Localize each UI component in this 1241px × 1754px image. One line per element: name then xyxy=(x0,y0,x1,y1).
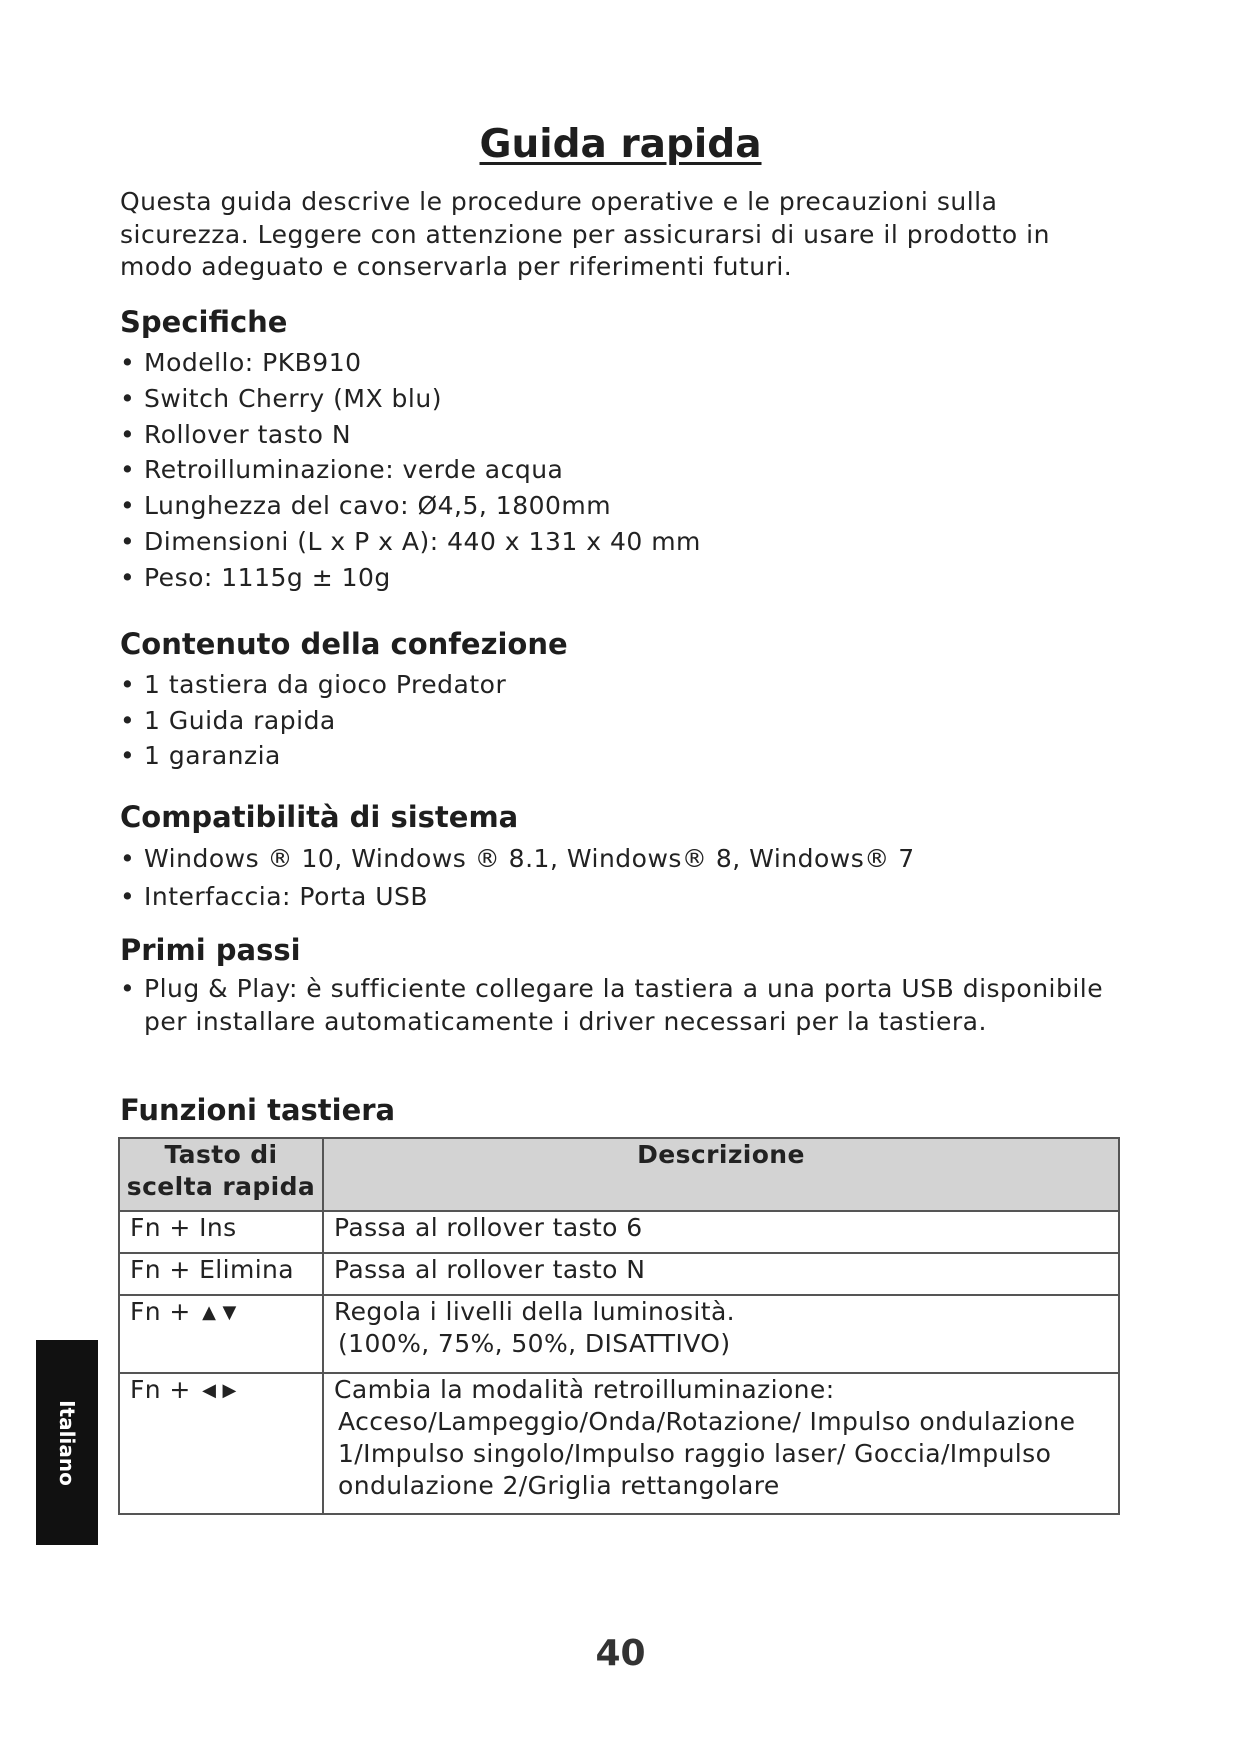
hotkey-cell: Fn + Ins xyxy=(119,1211,323,1253)
language-tab xyxy=(36,1340,98,1545)
description-text: (100%, 75%, 50%, DISATTIVO) xyxy=(338,1329,731,1358)
list-item xyxy=(120,973,1120,1038)
column-header-description: Descrizione xyxy=(323,1138,1119,1211)
specs-section xyxy=(120,305,1120,596)
start-list xyxy=(120,973,1120,1038)
list-item: • Lunghezza del cavo: Ø4,5, 1800mm xyxy=(120,488,1120,524)
left-right-arrow-icon: ◀ ▶ xyxy=(202,1380,237,1401)
description-cell xyxy=(323,1253,1119,1295)
plug-play-text: • Plug & Play: è sufficiente collegare la tastiera a una porta USB disponibile per installare automaticamente i driver necessari per la tastiera. xyxy=(144,974,1104,1036)
description-text: Cambia la modalità retroilluminazione: xyxy=(334,1375,835,1404)
description-cell xyxy=(323,1211,1119,1253)
description-text: Acceso/Lampeggio/Onda/Rotazione/ Impulso ondulazione 1/Impulso singolo/Impulso raggio laser/ Goccia/Impulso ondulazione 2/Griglia rettangolare xyxy=(338,1407,1076,1500)
list-item: • Windows ® 10, Windows ® 8.1, Windows® 8, Windows® 7 xyxy=(120,840,1120,878)
compat-list xyxy=(120,840,1120,916)
specs-heading: Specifiche xyxy=(120,305,288,339)
table-row xyxy=(119,1253,1119,1295)
compat-section xyxy=(120,800,1120,916)
hotkey-cell xyxy=(119,1373,323,1514)
list-item: • Modello: PKB910 xyxy=(120,345,1120,381)
description-text: Passa al rollover tasto 6 xyxy=(334,1213,643,1242)
table-row xyxy=(119,1295,1119,1373)
table-row xyxy=(119,1373,1119,1514)
table-header-row xyxy=(119,1138,1119,1211)
list-item: • Rollover tasto N xyxy=(120,417,1120,453)
functions-table xyxy=(118,1137,1120,1515)
list-item: • Dimensioni (L x P x A): 440 x 131 x 40 mm xyxy=(120,524,1120,560)
specs-list xyxy=(120,345,1120,596)
list-item: • Retroilluminazione: verde acqua xyxy=(120,452,1120,488)
column-header-key: Tasto di scelta rapida xyxy=(119,1138,323,1211)
description-cell xyxy=(323,1373,1119,1514)
list-item: • 1 garanzia xyxy=(120,738,1120,774)
start-section xyxy=(120,933,1120,1038)
language-tab-label: Italiano xyxy=(55,1399,79,1486)
compat-heading: Compatibilità di sistema xyxy=(120,800,519,834)
up-down-arrow-icon: ▲ ▼ xyxy=(202,1302,237,1323)
package-section xyxy=(120,627,1120,774)
description-text: Regola i livelli della luminosità. xyxy=(334,1297,736,1326)
list-item: • 1 tastiera da gioco Predator xyxy=(120,667,1120,703)
page-title: Guida rapida xyxy=(479,122,762,167)
page-number: 40 xyxy=(595,1633,646,1674)
description-cell xyxy=(323,1295,1119,1373)
functions-section xyxy=(120,1093,1120,1133)
hotkey-cell: Fn + Elimina xyxy=(119,1253,323,1295)
package-list xyxy=(120,667,1120,774)
intro-paragraph: Questa guida descrive le procedure operative e le precauzioni sulla sicurezza. Leggere con attenzione per assicurarsi di usare il prodotto in modo adeguato e conservarla per riferimenti futuri. xyxy=(120,187,1050,281)
hotkey-cell xyxy=(119,1295,323,1373)
hotkey-text: Fn + xyxy=(130,1297,200,1326)
functions-heading: Funzioni tastiera xyxy=(120,1093,396,1127)
list-item: • Switch Cherry (MX blu) xyxy=(120,381,1120,417)
list-item: • Interfaccia: Porta USB xyxy=(120,878,1120,916)
list-item: • Peso: 1115g ± 10g xyxy=(120,560,1120,596)
table-row xyxy=(119,1211,1119,1253)
hotkey-text: Fn + xyxy=(130,1375,200,1404)
package-heading: Contenuto della confezione xyxy=(120,627,568,661)
description-text: Passa al rollover tasto N xyxy=(334,1255,646,1284)
start-heading: Primi passi xyxy=(120,933,301,967)
list-item: • 1 Guida rapida xyxy=(120,703,1120,739)
